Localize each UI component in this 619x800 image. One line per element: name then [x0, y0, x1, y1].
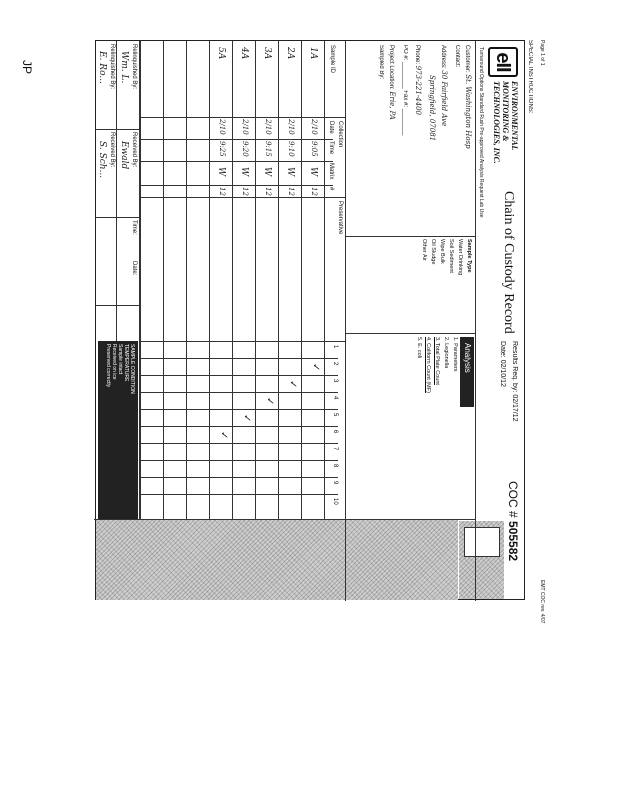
sample-row [279, 41, 301, 519]
sample-matrix: W [216, 167, 226, 177]
results-due-value: 02/17/12 [511, 394, 518, 422]
lab-note: Sample intact [117, 344, 123, 375]
company-name-line: MONITORING & [501, 81, 510, 142]
sample-row [210, 41, 232, 519]
check-mark: ✓ [218, 431, 229, 440]
company-name-line: ENVIRONMENTAL [510, 81, 519, 151]
header-small-text: Turnaround Options Standard Rush Pre-approved Analysis Request Lab Use [478, 47, 484, 218]
fax-label: Fax #: [402, 90, 408, 108]
footer-left: EMT COC rev. 4/07 [539, 580, 545, 624]
check-mark: ✓ [310, 363, 321, 372]
date-label: Date: [131, 261, 137, 276]
analysis-grid-header [326, 341, 338, 517]
grid-col: 3 [332, 379, 338, 383]
grid-col: 1 [332, 345, 338, 349]
relinquished-label: Relinquished By: [109, 44, 115, 90]
col-preservative: Preservative [337, 201, 343, 235]
address-label: Address: [440, 45, 446, 69]
analysis-item: 2. Legionella [443, 337, 449, 369]
address-row [436, 45, 448, 235]
sample-id: 5A [216, 47, 226, 60]
col-date: Date [328, 121, 334, 134]
project-value: Erie, PA [388, 91, 396, 120]
lab-note: Preserved correctly [105, 344, 111, 388]
analysis-item: 4. Coliform Count (MF) [425, 337, 431, 393]
grid-col: 2 [332, 362, 338, 366]
special-instructions: SPECIAL INSTRUCTIONS: [527, 40, 533, 114]
col-sample-id: Sample ID [329, 45, 335, 74]
lab-note: TEMPERATURE [123, 344, 129, 382]
received-label: Received By: [131, 132, 137, 168]
sample-id: 2A [285, 47, 295, 60]
lab-note: Received on ice [111, 344, 117, 380]
sampler-row [372, 45, 384, 235]
sample-date: 2/10 [310, 119, 318, 135]
phone-value: 973-221-4400 [414, 65, 422, 115]
sample-date: 2/10 [218, 119, 226, 135]
sample-count: 12 [310, 187, 318, 196]
form-date-label: Date: [499, 341, 506, 358]
analysis-header [460, 337, 474, 407]
sample-time: 9:05 [310, 141, 318, 157]
lab-use-column [96, 520, 458, 600]
sample-row [256, 41, 278, 519]
check-mark: ✓ [241, 414, 252, 423]
sample-matrix: W [285, 167, 295, 177]
page-mark: JP [20, 59, 35, 75]
analysis-title: Analysis [463, 343, 472, 373]
lab-use-box [464, 527, 500, 557]
form-date [499, 341, 506, 387]
sampler-label: Sampled By: [378, 45, 384, 80]
received-signature: S. Sch... [97, 141, 107, 179]
grid-col: 6 [332, 430, 338, 434]
received-signature: Ewald [119, 141, 129, 170]
grid-col: 7 [332, 447, 338, 451]
analysis-list [413, 337, 458, 517]
received-label: Received By: [109, 132, 115, 168]
analysis-item: 3. Total Plate Count [434, 337, 440, 385]
matrix-block [418, 239, 472, 329]
matrix-row: Oil Sludge [430, 239, 436, 265]
check-mark: ✓ [287, 380, 298, 389]
contact-row [448, 45, 460, 235]
chain-of-custody-form [95, 40, 525, 600]
sample-id: 4A [239, 47, 249, 60]
sample-count: 12 [287, 187, 295, 196]
sample-date: 2/10 [241, 119, 249, 135]
sample-id: 3A [262, 47, 272, 60]
sample-matrix: W [239, 167, 249, 177]
time-label: Time: [131, 220, 137, 235]
grid-col: 8 [332, 464, 338, 468]
coc-value: 505582 [506, 521, 520, 562]
address-value: 30 Fairfield Ave [440, 70, 448, 127]
project-label: Project Location: [388, 45, 394, 90]
relinquished-signature: Wm. L. [119, 51, 129, 84]
customer-row [460, 45, 472, 235]
logo-letters: eII [492, 52, 514, 72]
sample-date: 2/10 [264, 119, 272, 135]
customer-value: St. Washington Hosp [464, 74, 472, 149]
results-due-label: Results Req. by: [511, 341, 518, 393]
grid-col: 10 [332, 498, 338, 505]
lab-note: SAMPLE CONDITION [129, 344, 135, 394]
sample-count: 12 [264, 187, 272, 196]
sample-time: 9:25 [218, 141, 226, 157]
phone-label: Phone: [414, 45, 420, 65]
relinquished-signature: E. Ro... [97, 51, 107, 84]
sample-count: 12 [241, 187, 249, 196]
check-mark: ✓ [264, 397, 275, 406]
phone-row [408, 45, 422, 235]
contact-label: Contact: [454, 45, 460, 68]
form-date-value: 02/10/12 [499, 359, 506, 387]
sample-matrix: W [308, 167, 318, 177]
sample-row [233, 41, 255, 519]
results-due [511, 341, 518, 422]
project-row [384, 45, 396, 235]
lab-notes [98, 341, 138, 519]
analysis-item: 1. Parameters [452, 337, 458, 372]
col-time: Time [328, 141, 334, 155]
matrix-header: Sample Type [466, 239, 472, 273]
sample-time: 9:15 [264, 141, 272, 157]
matrix-row: Wipe Bulk [439, 239, 445, 264]
city-value: Springfield, 07081 [428, 75, 436, 142]
coc-number [506, 481, 520, 561]
sample-date: 2/10 [287, 119, 295, 135]
grid-col: 9 [332, 481, 338, 485]
grid-col: 5 [332, 413, 338, 417]
sample-count: 12 [218, 187, 226, 196]
matrix-row: Soil Sediment [448, 239, 454, 273]
company-name [492, 81, 519, 181]
sample-time: 9:10 [287, 141, 295, 157]
form-title: Chain of Custody Record [501, 191, 516, 334]
matrix-row: Water Drinking [457, 239, 463, 276]
footer-right: Page 1 of 1 [539, 40, 545, 66]
po-label: PO #: [402, 45, 408, 61]
grid-col: 4 [332, 396, 338, 400]
analysis-item: 5. E. coli [416, 337, 422, 359]
col-count: # [328, 187, 334, 191]
customer-label: Customer: [464, 45, 470, 73]
company-name-line: TECHNOLOGIES, INC. [492, 81, 501, 164]
matrix-row: Other Air [421, 239, 427, 261]
col-matrix: Matrix [328, 163, 334, 180]
po-fax-row: PO #: ________ Fax #: ________ [402, 45, 408, 136]
sample-row [302, 41, 324, 519]
col-collection: Collection [337, 121, 343, 148]
sample-id: 1A [308, 47, 318, 60]
sample-time: 9:20 [241, 141, 249, 157]
customer-info [372, 45, 472, 235]
company-logo [488, 47, 518, 77]
city-row [422, 45, 436, 235]
coc-label: COC # [506, 481, 520, 518]
relinquished-label: Relinquished By: [131, 44, 137, 90]
sample-matrix: W [262, 167, 272, 177]
